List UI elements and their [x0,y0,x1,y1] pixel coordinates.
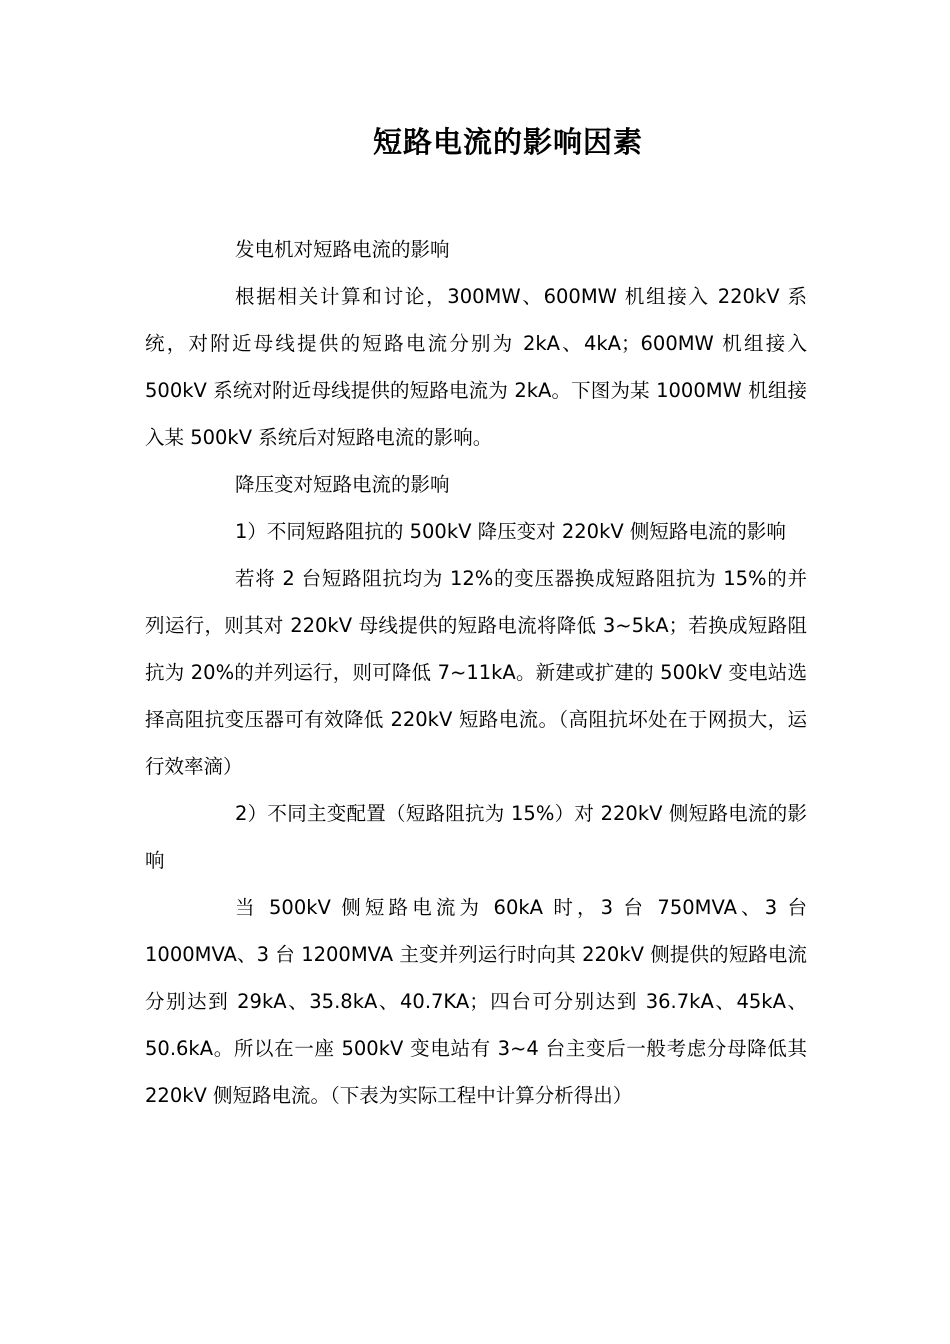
document-body [145,226,807,1119]
document-title: 短路电流的影响因素 [372,125,643,159]
section-heading-transformer: 降压变对短路电流的影响 [235,473,450,496]
subheading-impedance: 1）不同短路阻抗的 500kV 降压变对 220kV 侧短路电流的影响 [235,520,786,543]
section-heading-generator: 发电机对短路电流的影响 [235,238,450,261]
paragraph-impedance: 若将 2 台短路阻抗均为 12%的变压器换成短路阻抗为 15%的并列运行，则其对 220kV 母线提供的短路电流将降低 3~5kA；若换成短路阻抗为 20%的并列运行，则可降低 7~11kA。新建或扩建的 500kV 变电站选择高阻抗变压器可有效降低 220kV 短路电流。（高阻抗坏处在于网损大，运行效率滴） [145,567,807,778]
paragraph-generator-impact: 根据相关计算和讨论，300MW、600MW 机组接入 220kV 系统，对附近母线提供的短路电流分别为 2kA、4kA；600MW 机组接入 500kV 系统对附近母线提供的短路电流为 2kA。下图为某 1000MW 机组接入某 500kV 系统后对短路电流的影响。 [145,285,807,449]
paragraph-configuration: 当 500kV 侧短路电流为 60kA 时，3 台 750MVA、3 台 1000MVA、3 台 1200MVA 主变并列运行时向其 220kV 侧提供的短路电流分别达到 29kA、35.8kA、40.7KA；四台可分别达到 36.7kA、45kA、50.6kA。所以在一座 500kV 变电站有 3~4 台主变后一般考虑分母降低其 220kV 侧短路电流。（下表为实际工程中计算分析得出） [145,896,807,1107]
subheading-configuration: 2）不同主变配置（短路阻抗为 15%）对 220kV 侧短路电流的影响 [145,802,807,872]
